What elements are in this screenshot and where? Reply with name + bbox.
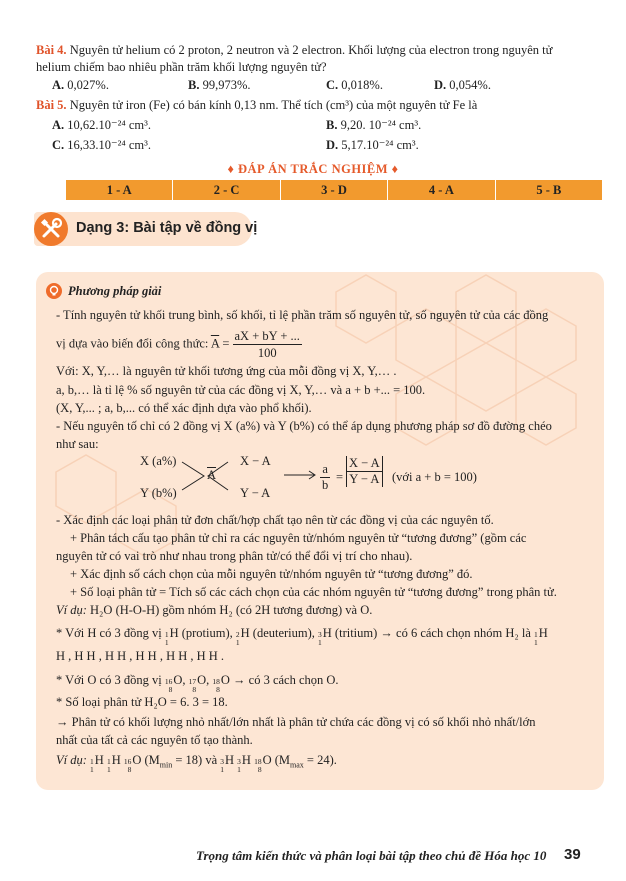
- cross-lines: [180, 458, 230, 494]
- diagram-ratio: $\frac{a}{b}$: [322, 462, 329, 492]
- bai5-option-d: D. 5,17.10⁻²⁴ cm³.: [326, 138, 419, 152]
- bai4-question: [36, 42, 606, 58]
- method-title: Phương pháp giải: [68, 284, 162, 298]
- method-line: + Xác định số cách chọn của mỗi nguyên tử/nhóm nguyên tử “tương đương” đó.: [70, 567, 473, 581]
- method-line: * Số loại phân tử H₂O = 6. 3 = 18.: [56, 695, 228, 709]
- bai4-option-b: B. 99,973%.: [188, 78, 251, 92]
- method-line: như sau:: [56, 437, 99, 451]
- answer-cell: 2 - C: [173, 180, 280, 200]
- footer-text: Trọng tâm kiến thức và phân loại bài tập theo chủ đề Hóa học 10: [196, 848, 547, 863]
- bai5-text-line1: Nguyên tử iron (Fe) có bán kính 0,13 nm. Thể tích (cm³) của một nguyên tử Fe là: [66, 98, 478, 112]
- diagram-abs-ratio: $\frac{X - A}{Y - A}$: [346, 456, 383, 487]
- average-formula: $\frac{aX + bY + ...}{100}$: [234, 329, 300, 360]
- formula-line: vị dựa vào biến đổi công thức: $\overline{A}$ = $\frac{aX + bY + ...}{100}$: [56, 329, 300, 360]
- answer-bar: [66, 180, 602, 200]
- diagram-note: (với a + b = 100): [392, 470, 477, 484]
- bai5-option-c: C. 16,33.10⁻²⁴ cm³.: [52, 138, 152, 152]
- method-line: (X, Y,... ; a, b,... có thể xác định dựa vào phổ khối).: [56, 401, 312, 415]
- bai4-label: Bài 4.: [36, 43, 67, 57]
- answer-cell: 4 - A: [388, 180, 495, 200]
- answer-cell: 5 - B: [536, 183, 562, 197]
- bai5-label: Bài 5.: [36, 98, 67, 112]
- example-1: Ví dụ: H₂O (H-O-H) gồm nhóm H₂ (có 2H tương đương) và O.: [56, 603, 373, 617]
- diagram-y-minus-a: Y − A: [240, 486, 271, 500]
- bai4-text-line2: helium chiếm bao nhiêu phần trăm khối lượng nguyên tử?: [36, 60, 327, 74]
- method-line: a, b,… là tỉ lệ % số nguyên tử của các đồng vị X, Y,… và a + b +... = 100.: [56, 383, 426, 397]
- arrow-icon: [284, 470, 318, 480]
- method-line: Với: X, Y,… là nguyên tử khối tương ứng của mỗi đồng vị X, Y,… .: [56, 364, 397, 378]
- answer-cell: 3 - D: [281, 180, 388, 200]
- method-line-isotopes-h: * Với H có 3 đồng vị 1 1 H (protium), 2 1 H (deuterium), 3 1 H (tritium) → có 6 cách chọn nhóm H₂ là 1 1 H: [56, 626, 548, 647]
- bai4-option-d: D. 0,054%.: [434, 78, 491, 92]
- tools-icon: [34, 212, 68, 246]
- method-line: nguyên tử có vai trò như nhau trong phân tử/có thể đổi vị trí cho nhau).: [56, 549, 413, 563]
- lightbulb-icon: [46, 283, 62, 299]
- method-line: - Xác định các loại phân tử đơn chất/hợp chất tạo nên từ các đồng vị của các nguyên tố.: [56, 513, 494, 527]
- method-line-h2-groups: H , H H , H H , H H , H H , H H .: [56, 649, 225, 663]
- bai5-option-b: B. 9,20. 10⁻²⁴ cm³.: [326, 118, 422, 132]
- method-line: + Số loại phân tử = Tích số các cách chọn của các nhóm nguyên tử “tương đương” trong phân tử.: [70, 585, 557, 599]
- example-2: Ví dụ: 1 1 H 1 1 H 16 8 O $(M_{min} = 18)$ và 3 1 H 3 1 H 18 8 O $(M_{max} = 24)$.: [56, 753, 337, 774]
- diagram-x-label: X (a%): [140, 454, 177, 468]
- method-line: + Phân tách cấu tạo phân tử chỉ ra các nguyên tử/nhóm nguyên tử “tương đương” (gồm các: [70, 531, 527, 545]
- bai4-text-line1: Nguyên tử helium có 2 proton, 2 neutron và 2 electron. Khối lượng của electron trong nguyên tử: [66, 43, 553, 57]
- method-line: - Nếu nguyên tố chỉ có 2 đồng vị X (a%) và Y (b%) có thể áp dụng phương pháp sơ đồ đường chéo: [56, 419, 552, 433]
- diagram-average: $\overline{A}$: [207, 468, 217, 482]
- bai4-option-c: C. 0,018%.: [326, 78, 383, 92]
- bai5-option-a: A. 10,62.10⁻²⁴ cm³.: [52, 118, 152, 132]
- method-line: - Tính nguyên tử khối trung bình, số khối, tỉ lệ phần trăm số nguyên tử, số nguyên tử của các đồng: [56, 308, 549, 322]
- answer-cell: 1 - A: [66, 180, 173, 200]
- answers-title: ♦ ĐÁP ÁN TRẮC NGHIỆM ♦: [227, 162, 399, 176]
- method-line: → Phân tử có khối lượng nhỏ nhất/lớn nhất là phân tử chứa các đồng vị có số khối nhỏ nhất/lớn: [56, 715, 536, 729]
- diagram-x-minus-a: X − A: [240, 454, 271, 468]
- method-line-isotopes-o: * Với O có 3 đồng vị 16 8 O, 17 8 O, 18 8 O → có 3 cách chọn O.: [56, 673, 339, 694]
- page-number: 39: [564, 846, 581, 863]
- method-line: nhất của tất cả các nguyên tố tạo thành.: [56, 733, 253, 747]
- bai5-question: [36, 97, 606, 113]
- section-title: Dạng 3: Bài tập về đồng vị: [76, 220, 258, 236]
- bai4-option-a: A. 0,027%.: [52, 78, 109, 92]
- diagram-y-label: Y (b%): [140, 486, 177, 500]
